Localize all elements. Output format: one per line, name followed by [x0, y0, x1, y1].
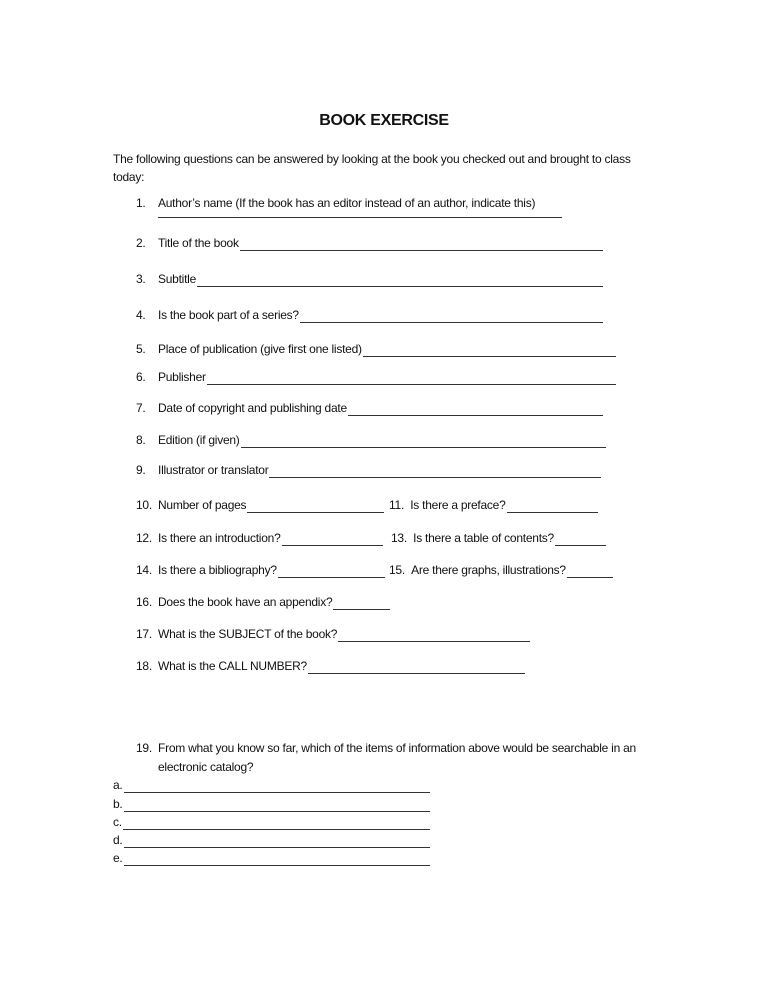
question-number: 16. [136, 595, 152, 609]
answer-line[interactable] [124, 799, 430, 812]
answer-line[interactable] [348, 403, 603, 416]
question-text: Number of pages [158, 498, 247, 512]
question-1 [136, 195, 536, 211]
question-14 [136, 562, 385, 578]
question-number: 3. [136, 272, 146, 286]
answer-line[interactable] [124, 780, 430, 793]
question-number: 5. [136, 342, 146, 356]
answer-line-1[interactable] [158, 217, 562, 218]
question-number: 7. [136, 401, 146, 415]
answer-line[interactable] [363, 344, 616, 357]
question-8 [136, 432, 606, 448]
question-text: What is the SUBJECT of the book? [158, 627, 338, 641]
answer-letter: a. [113, 778, 123, 792]
question-number: 12. [136, 531, 152, 545]
answer-line[interactable] [241, 435, 606, 448]
answer-line[interactable] [308, 661, 525, 674]
page-title: BOOK EXERCISE [319, 112, 449, 129]
answer-line[interactable] [507, 500, 598, 513]
answer-line[interactable] [207, 372, 616, 385]
question-number: 2. [136, 236, 146, 250]
question-19-number: 19. [136, 741, 152, 755]
question-7 [136, 400, 603, 416]
question-11 [389, 497, 598, 513]
answer-line[interactable] [333, 597, 390, 610]
answer-line[interactable] [197, 274, 603, 287]
answer-line[interactable] [240, 238, 603, 251]
answer-d [113, 832, 430, 848]
answer-c [113, 814, 430, 830]
question-text: What is the CALL NUMBER? [158, 659, 307, 673]
question-number: 1. [136, 196, 146, 210]
question-number: 4. [136, 308, 146, 322]
question-number: 9. [136, 463, 146, 477]
question-text: Author’s name (If the book has an editor instead of an author, indicate this) [158, 196, 536, 210]
answer-letter: c. [113, 815, 122, 829]
answer-line[interactable] [124, 835, 430, 848]
question-number: 17. [136, 627, 152, 641]
question-text: Is there a bibliography? [158, 563, 277, 577]
question-text: Date of copyright and publishing date [158, 401, 347, 415]
answer-line[interactable] [338, 629, 530, 642]
question-text: Is there an introduction? [158, 531, 281, 545]
question-text: Publisher [158, 370, 206, 384]
answer-line[interactable] [282, 533, 384, 546]
question-number: 10. [136, 498, 152, 512]
question-text: Are there graphs, illustrations? [411, 563, 566, 577]
question-text: Edition (if given) [158, 433, 240, 447]
question-text: Is the book part of a series? [158, 308, 299, 322]
answer-line[interactable] [269, 465, 601, 478]
question-5 [136, 341, 616, 357]
answer-letter: d. [113, 833, 123, 847]
question-text: Is there a table of contents? [413, 531, 554, 545]
question-text: Illustrator or translator [158, 463, 269, 477]
question-number: 11. [389, 498, 405, 512]
question-4 [136, 307, 603, 323]
question-text: Does the book have an appendix? [158, 595, 333, 609]
question-number: 6. [136, 370, 146, 384]
answer-line[interactable] [123, 817, 430, 830]
question-12 [136, 530, 383, 546]
question-16 [136, 594, 390, 610]
question-6 [136, 369, 616, 385]
question-number: 18. [136, 659, 152, 673]
question-text: Is there a preface? [410, 498, 506, 512]
question-text: Subtitle [158, 272, 197, 286]
intro-text: The following questions can be answered by looking at the book you checked out and brought to class today: [113, 152, 631, 184]
answer-a [113, 777, 430, 793]
question-number: 13. [391, 531, 407, 545]
answer-line[interactable] [247, 500, 384, 513]
question-19-text-line2: electronic catalog? [158, 760, 254, 774]
answer-line[interactable] [124, 853, 430, 866]
answer-e [113, 850, 430, 866]
question-13 [391, 530, 606, 546]
question-19-text: From what you know so far, which of the items of information above would be searchable in an [158, 741, 636, 755]
answer-letter: b. [113, 797, 123, 811]
question-number: 14. [136, 563, 152, 577]
question-number: 15. [389, 563, 405, 577]
answer-line[interactable] [278, 565, 385, 578]
question-number: 8. [136, 433, 146, 447]
question-15 [389, 562, 613, 578]
answer-line[interactable] [555, 533, 606, 546]
question-10 [136, 497, 384, 513]
question-17 [136, 626, 530, 642]
question-2 [136, 235, 603, 251]
question-18 [136, 658, 525, 674]
answer-letter: e. [113, 851, 123, 865]
answer-line[interactable] [567, 565, 613, 578]
question-3 [136, 271, 603, 287]
answer-b [113, 796, 430, 812]
question-text: Title of the book [158, 236, 239, 250]
answer-line[interactable] [300, 310, 603, 323]
question-text: Place of publication (give first one listed) [158, 342, 362, 356]
question-9 [136, 462, 601, 478]
